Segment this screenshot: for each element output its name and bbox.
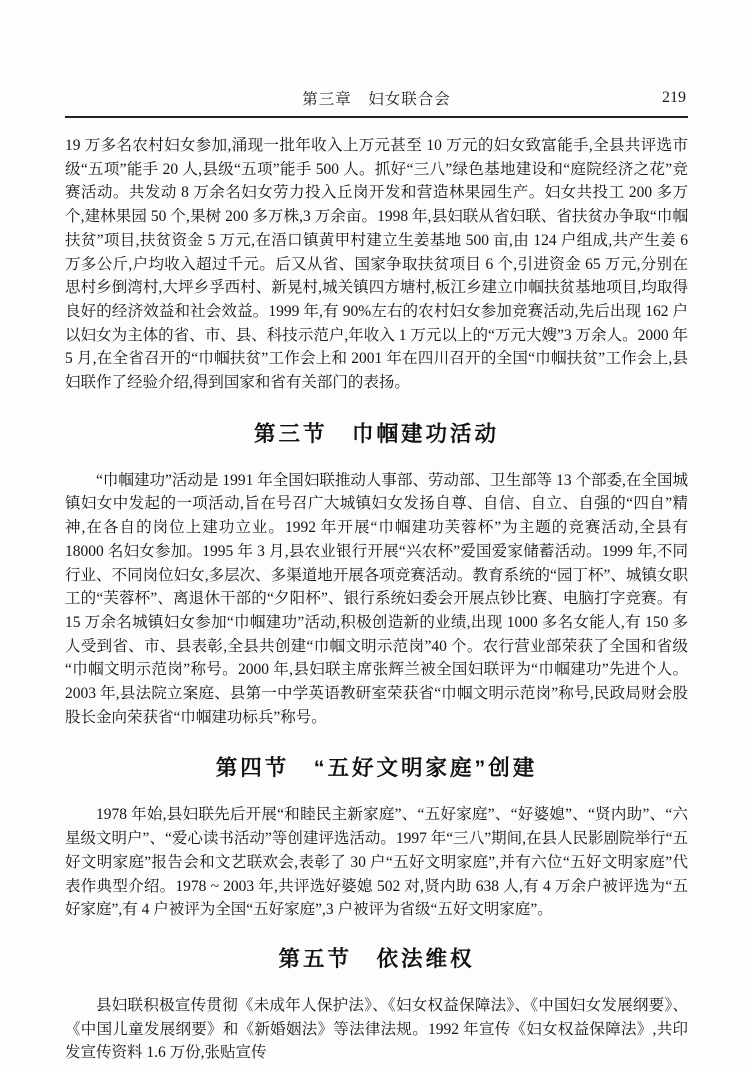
section5-paragraph: 县妇联积极宣传贯彻《未成年人保护法》、《妇女权益保障法》、《中国妇女发展纲要》、《中国儿童发展纲要》和《新婚姻法》等法律法规。1992 年宣传《妇女权益保障法》,共印发宣传资料 1.6 万份,张贴宣传 — [65, 996, 688, 1062]
intro-paragraph: 19 万多名农村妇女参加,涌现一批年收入上万元甚至 10 万元的妇女致富能手,全县共评选市级“五项”能手 20 人,县级“五项”能手 500 人。抓好“三八”绿色基地建设和“庭院经济之花”竞赛活动。共发动 8 万余名妇女劳力投入丘岗开发和营造林果园生产。妇女共投工 200 多万个,建林果园 50 个,果树 200 多万株,3 万余亩。1998 年,县妇联从省妇联、省扶贫办争取“巾帼扶贫”项目,扶贫资金 5 万元,在浯口镇黄甲村建立生姜基地 500 亩,由 124 户组成,共产生姜 6 万多公斤,户均收入超过千元。后又从省、国家争取扶贫项目 6 个,引进资金 65 万元,分别在思村乡倒湾村,大坪乡孚西村、新晃村,城关镇四方塘村,板江乡建立巾帼扶贫基地项目,均取得良好的经济效益和社会效益。1999 年,有 90%左右的农村妇女参加竞赛活动,先后出现 162 户以妇女为主体的省、市、县、科技示范户,年收入 1 万元以上的“万元大嫂”3 万余人。2000 年 5 月,在全省召开的“巾帼扶贫”工作会上和 2001 年在四川召开的全国“巾帼扶贫”工作会上,县妇联作了经验介绍,得到国家和省有关部门的表扬。 — [65, 137, 688, 392]
section3-heading: 第三节 巾帼建功活动 — [253, 421, 499, 446]
section5-heading: 第五节 依法维权 — [278, 946, 475, 971]
header-rule — [65, 116, 688, 118]
section4-paragraph: 1978 年始,县妇联先后开展“和睦民主新家庭”、“五好家庭”、“好婆媳”、“贤内助”、“六星级文明户”、“爱心读书活动”等创建评选活动。1997 年“三八”期间,在县人民影剧院举行“五好文明家庭”报告会和文艺联欢会,表彰了 30 户“五好文明家庭”,并有六位“五好文明家庭”代表作典型介绍。1978 ~ 2003 年,共评选好婆媳 502 对,贤内助 638 人,有 4 万余户被评选为“五好家庭”,有 4 户被评为全国“五好家庭”,3 户被评为省级“五好文明家庭”。 — [65, 806, 688, 919]
section4-heading: 第四节 “五好文明家庭”创建 — [215, 756, 538, 781]
chapter-title: 第三章 妇女联合会 — [302, 91, 451, 108]
section3-paragraph: “巾帼建功”活动是 1991 年全国妇联推动人事部、劳动部、卫生部等 13 个部委,在全国城镇妇女中发起的一项活动,旨在号召广大城镇妇女发扬自尊、自信、自立、自强的“四自”精神,在各自的岗位上建功立业。1992 年开展“巾帼建功芙蓉杯”为主题的竞赛活动,全县有 18000 名妇女参加。1995 年 3 月,县农业银行开展“兴农杯”爱国爱家储蓄活动。1999 年,不同行业、不同岗位妇女,多层次、多渠道地开展各项竞赛活动。教育系统的“园丁杯”、城镇女职工的“芙蓉杯”、离退休干部的“夕阳杯”、银行系统妇委会开展点钞比赛、电脑打字竞赛。有 15 万余名城镇妇女参加“巾帼建功”活动,积极创造新的业绩,出现 1000 多名女能人,有 150 多人受到省、市、县表彰,全县共创建“巾帼文明示范岗”40 个。农行营业部荣获了全国和省级“巾帼文明示范岗”称号。2000 年,县妇联主席张辉兰被全国妇联评为“巾帼建功”先进个人。2003 年,县法院立案庭、县第一中学英语教研室荣获省“巾帼文明示范岗”称号,民政局财会股股长金向荣获省“巾帼建功标兵”称号。 — [65, 471, 688, 726]
running-header — [65, 0, 688, 107]
page-number: 219 — [662, 89, 686, 106]
